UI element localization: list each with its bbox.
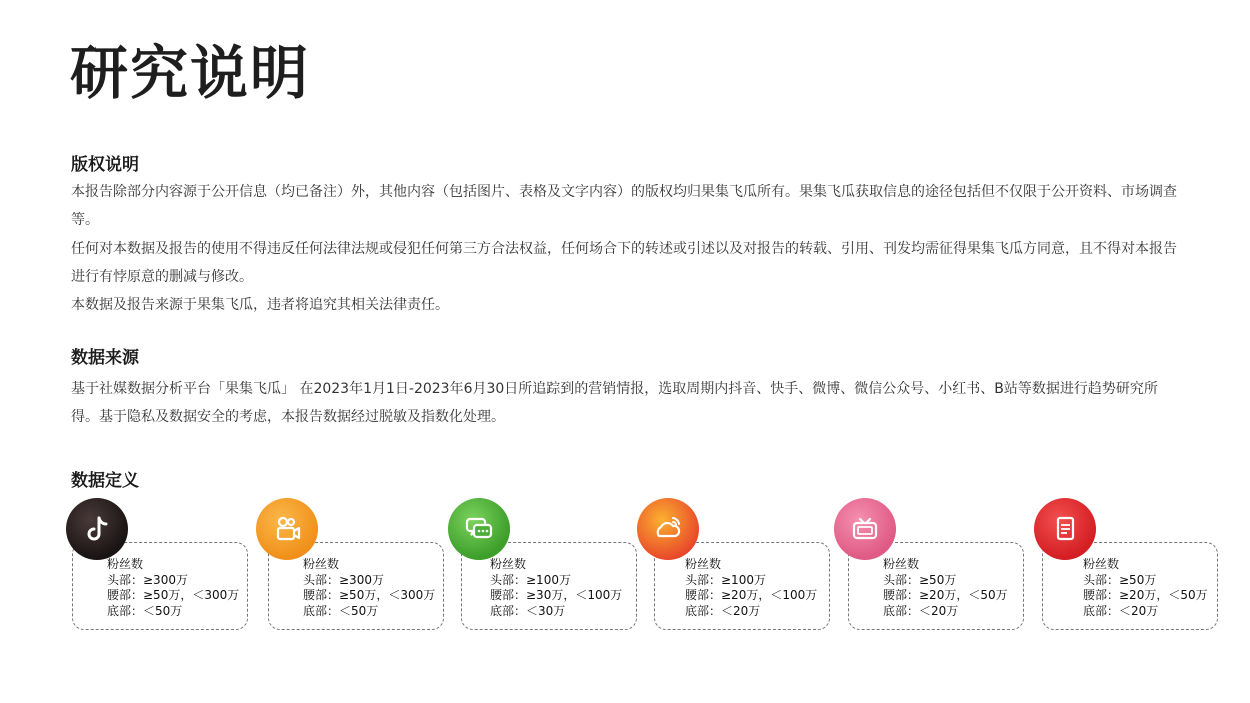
tier-bottom: 底部：＜30万 xyxy=(490,603,566,618)
fans-label: 粉丝数 xyxy=(1083,557,1120,571)
kuaishou-icon xyxy=(270,512,304,546)
fans-label: 粉丝数 xyxy=(490,557,527,571)
weibo-icon xyxy=(651,512,685,546)
copyright-paragraph-1: 本报告除部分内容源于公开信息（均已备注）外，其他内容（包括图片、表格及文字内容）的版权均归果集飞瓜所有。果集飞瓜获取信息的途径包括但不仅限于公开资料、市场调查等。 xyxy=(71,184,1177,228)
tier-waist: 腰部：≥50万，＜300万 xyxy=(107,588,240,602)
section-heading-data-definition: 数据定义 xyxy=(71,471,139,491)
section-heading-data-source: 数据来源 xyxy=(71,348,139,368)
tier-bottom: 底部：＜20万 xyxy=(1083,603,1159,618)
tier-waist: 腰部：≥30万，＜100万 xyxy=(490,588,623,602)
xiaohongshu-badge xyxy=(1034,498,1096,560)
kuaishou-badge xyxy=(256,498,318,560)
section-heading-copyright: 版权说明 xyxy=(71,155,139,175)
tier-head: 头部：≥100万 xyxy=(490,572,571,587)
xiaohongshu-icon xyxy=(1048,512,1082,546)
fans-label: 粉丝数 xyxy=(303,557,340,571)
tier-bottom: 底部：＜20万 xyxy=(883,603,959,618)
data-source-paragraph: 基于社媒数据分析平台「果集飞瓜」 在2023年1月1日-2023年6月30日所追踪到的营销情报，选取周期内抖音、快手、微博、微信公众号、小红书、B站等数据进行趋势研究所得。基于隐私及数据安全的考虑，本报告数据经过脱敏及指数化处理。 xyxy=(71,381,1158,425)
tier-head: 头部：≥50万 xyxy=(883,572,957,587)
douyin-badge xyxy=(66,498,128,560)
copyright-paragraph-2: 任何对本数据及报告的使用不得违反任何法律法规或侵犯任何第三方合法权益，任何场合下的转述或引述以及对报告的转载、引用、刊发均需征得果集飞瓜方同意，且不得对本报告进行有悖原意的删减与修改。 xyxy=(71,241,1177,285)
fans-label: 粉丝数 xyxy=(883,557,920,571)
fans-label: 粉丝数 xyxy=(107,557,144,571)
page-title: 研究说明 xyxy=(70,39,311,107)
wechat-badge xyxy=(448,498,510,560)
copyright-paragraph-3: 本数据及报告来源于果集飞瓜，违者将追究其相关法律责任。 xyxy=(71,297,449,313)
bilibili-badge xyxy=(834,498,896,560)
tier-waist: 腰部：≥20万，＜50万 xyxy=(883,588,1008,602)
tier-bottom: 底部：＜50万 xyxy=(303,603,379,618)
tier-head: 头部：≥50万 xyxy=(1083,572,1157,587)
bilibili-icon xyxy=(848,512,882,546)
tier-bottom: 底部：＜50万 xyxy=(107,603,183,618)
tier-head: 头部：≥300万 xyxy=(107,572,188,587)
tier-head: 头部：≥100万 xyxy=(685,572,766,587)
tier-waist: 腰部：≥50万，＜300万 xyxy=(303,588,436,602)
wechat-icon xyxy=(462,512,496,546)
tier-waist: 腰部：≥20万，＜50万 xyxy=(1083,588,1208,602)
douyin-icon xyxy=(80,512,114,546)
fans-label: 粉丝数 xyxy=(685,557,722,571)
weibo-badge xyxy=(637,498,699,560)
tier-waist: 腰部：≥20万，＜100万 xyxy=(685,588,818,602)
tier-bottom: 底部：＜20万 xyxy=(685,603,761,618)
tier-head: 头部：≥300万 xyxy=(303,572,384,587)
